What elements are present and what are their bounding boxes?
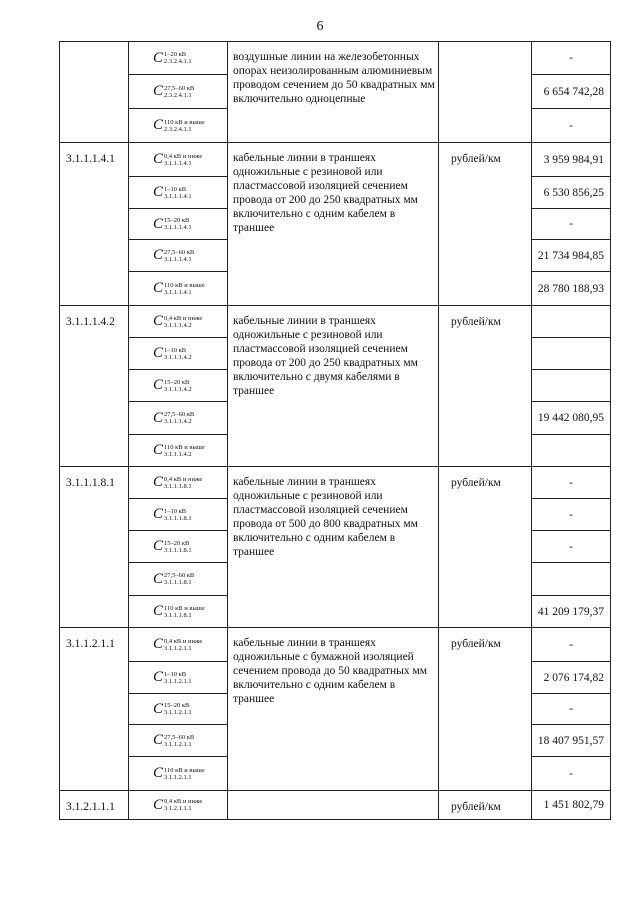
item-description: воздушные линии на железобетонных опорах неизолированным алюминиевым проводом сечением до 50 квадратных мм включительно одноцепные: [228, 42, 439, 143]
rate-symbol: [129, 42, 228, 75]
table-row: [60, 628, 611, 662]
rate-symbol-letter: C: [153, 49, 164, 66]
rate-value: -: [532, 499, 611, 531]
rate-symbol: [129, 109, 228, 143]
rate-symbol-scripts: [164, 153, 202, 167]
rate-symbol-formula: [153, 411, 194, 426]
rate-symbol-index: 3.1.1.1.8.1: [164, 611, 192, 619]
rate-symbol: [129, 272, 228, 306]
voltage-class: 27,5–60 кВ: [164, 572, 195, 579]
rate-symbol-formula: [153, 51, 192, 66]
rate-symbol-letter: C: [153, 796, 164, 813]
rate-symbol-index: 2.3.2.4.1.1: [164, 58, 192, 65]
rate-symbol-formula: [153, 281, 205, 296]
rate-symbol: [129, 370, 228, 402]
rate-symbol-formula: [153, 637, 202, 652]
rate-symbol-formula: [153, 314, 202, 329]
rate-symbol-index: 3.1.1.1.8.1: [164, 546, 192, 554]
rate-symbol-letter: C: [153, 117, 164, 133]
voltage-class: 0,4 кВ и ниже: [164, 637, 203, 645]
item-code: 3.1.1.2.1.1: [60, 628, 129, 791]
voltage-class: 110 кВ и выше: [164, 118, 205, 126]
rate-symbol-scripts: [164, 671, 192, 685]
rate-symbol-letter: C: [153, 474, 164, 490]
rate-symbol-scripts: [164, 217, 192, 231]
page-number: 6: [316, 19, 324, 34]
rate-symbol-scripts: [164, 605, 205, 619]
rate-symbol-letter: C: [153, 765, 164, 781]
rate-symbol-index: 3.1.1.2.1.1: [164, 740, 192, 748]
voltage-class: 1–10 кВ: [164, 346, 187, 354]
rate-symbol-scripts: [164, 347, 192, 361]
rate-symbol-formula: [153, 539, 192, 554]
voltage-class: 0,4 кВ и ниже: [164, 475, 203, 483]
item-description: кабельные линии в траншеях одножильные с резиновой или пластмассовой изоляцией сечением провода от 200 до 250 квадратных мм включительно с двумя кабелями в траншее: [228, 306, 439, 467]
rate-value: 28 780 188,93: [532, 272, 611, 306]
rate-symbol-letter: C: [153, 538, 164, 554]
voltage-class: 0,4 кВ и ниже: [164, 798, 203, 805]
rate-symbol-letter: C: [153, 442, 164, 458]
rate-symbol: [129, 628, 228, 662]
rate-symbol-formula: [153, 766, 205, 781]
rate-symbol-letter: C: [153, 313, 164, 329]
rate-symbol-scripts: [164, 508, 192, 522]
voltage-class: 15–20 кВ: [164, 378, 190, 386]
rate-symbol-letter: C: [153, 345, 164, 361]
rate-value: -: [532, 531, 611, 563]
rate-value: [532, 306, 611, 338]
rate-value: 1 451 802,79: [532, 791, 611, 820]
rate-symbol-formula: [153, 798, 202, 813]
rate-symbol: [129, 75, 228, 109]
rate-symbol-index: 3.1.1.1.4.2: [164, 418, 192, 425]
rate-symbol-letter: C: [153, 151, 164, 167]
rate-symbol-formula: [153, 248, 194, 263]
voltage-class: 15–20 кВ: [164, 702, 190, 709]
rate-symbol-formula: [153, 475, 202, 490]
rate-value: 2 076 174,82: [532, 662, 611, 694]
rate-symbol-index: 3.1.1.1.4.1: [164, 224, 192, 231]
rate-symbol-formula: [153, 670, 192, 685]
voltage-class: 1–10 кВ: [164, 507, 187, 515]
rate-symbol-index: 3.1.1.1.8.1: [164, 579, 192, 586]
rate-value: -: [532, 757, 611, 791]
rate-symbol-index: 3.1.1.1.4.1: [164, 159, 192, 167]
voltage-class: 15–20 кВ: [164, 539, 190, 547]
rate-symbol-scripts: [164, 315, 202, 329]
rate-symbol-letter: C: [153, 603, 164, 619]
rate-symbol-scripts: [164, 476, 202, 490]
rate-symbol: [129, 662, 228, 694]
rate-symbol-scripts: [164, 540, 192, 554]
rate-symbol: [129, 694, 228, 725]
rate-symbol-letter: C: [153, 184, 164, 200]
rate-symbol-letter: C: [153, 732, 164, 748]
rate-symbol: [129, 338, 228, 370]
voltage-class: 1–10 кВ: [164, 670, 187, 678]
rate-symbol-index: 3.1.1.1.4.2: [164, 450, 192, 458]
rate-value: 21 734 984,85: [532, 240, 611, 272]
rate-symbol-formula: [153, 152, 202, 167]
rate-symbol-formula: [153, 702, 192, 717]
rate-value: 3 959 984,91: [532, 143, 611, 177]
rate-symbol: [129, 563, 228, 596]
tariff-table-body: [60, 42, 611, 820]
rate-symbol-index: 3.1.1.1.4.1: [164, 255, 192, 263]
table-row: [60, 306, 611, 338]
voltage-class: 110 кВ и выше: [164, 443, 205, 451]
voltage-class: 1–20 кВ: [164, 51, 187, 58]
rate-symbol-index: 3.1.2.1.1.1: [164, 805, 192, 812]
rate-symbol: [129, 306, 228, 338]
rate-value: 6 654 742,28: [532, 75, 611, 109]
rate-symbol: [129, 402, 228, 435]
rate-symbol-scripts: [164, 798, 202, 812]
item-code: 3.1.1.1.4.1: [60, 143, 129, 306]
rate-symbol-formula: [153, 346, 192, 361]
rate-symbol-index: 3.1.1.1.4.1: [164, 192, 192, 200]
rate-symbol: [129, 209, 228, 240]
unit-of-measure: рублей/км: [439, 306, 532, 467]
rate-value: 19 442 080,95: [532, 402, 611, 435]
rate-symbol-letter: C: [153, 669, 164, 685]
rate-symbol: [129, 531, 228, 563]
rate-symbol-scripts: [164, 411, 194, 425]
rate-value: -: [532, 694, 611, 725]
rate-symbol-formula: [153, 733, 194, 748]
rate-symbol-letter: C: [153, 700, 164, 717]
rate-symbol: [129, 725, 228, 757]
voltage-class: 0,4 кВ и ниже: [164, 152, 203, 160]
table-row: [60, 467, 611, 499]
unit-of-measure: [439, 42, 532, 143]
rate-symbol-letter: C: [153, 570, 164, 587]
rate-symbol-letter: C: [153, 83, 164, 99]
voltage-class: 27,5–60 кВ: [164, 84, 195, 92]
rate-symbol-formula: [153, 507, 192, 522]
item-description: [228, 791, 439, 820]
rate-value: [532, 370, 611, 402]
rate-value: [532, 435, 611, 467]
rate-value: 18 407 951,57: [532, 725, 611, 757]
rate-symbol-index: 3.1.1.2.1.1: [164, 709, 192, 716]
rate-symbol: [129, 435, 228, 467]
rate-symbol: [129, 757, 228, 791]
rate-symbol: [129, 596, 228, 628]
rate-symbol: [129, 177, 228, 209]
rate-symbol: [129, 143, 228, 177]
voltage-class: 1–10 кВ: [164, 185, 187, 193]
item-description: кабельные линии в траншеях одножильные с резиновой или пластмассовой изоляцией сечением провода от 500 до 800 квадратных мм включительно с одним кабелем в траншее: [228, 467, 439, 628]
rate-symbol-scripts: [164, 702, 192, 716]
rate-symbol-scripts: [164, 51, 192, 65]
item-description: кабельные линии в траншеях одножильные с резиновой или пластмассовой изоляцией сечением провода от 200 до 250 квадратных мм включительно с одним кабелем в траншее: [228, 143, 439, 306]
rate-symbol-scripts: [164, 186, 192, 200]
rate-symbol-index: 3.1.1.2.1.1: [164, 677, 192, 685]
item-code: 3.1.2.1.1.1: [60, 791, 129, 820]
voltage-class: 27,5–60 кВ: [164, 733, 195, 741]
rate-symbol-formula: [153, 84, 194, 99]
rate-symbol-scripts: [164, 379, 192, 393]
voltage-class: 110 кВ и выше: [164, 604, 205, 612]
unit-of-measure: рублей/км: [439, 467, 532, 628]
tariff-table: [59, 41, 611, 820]
rate-value: -: [532, 467, 611, 499]
voltage-class: 27,5–60 кВ: [164, 248, 195, 256]
rate-value: -: [532, 209, 611, 240]
rate-symbol-formula: [153, 378, 192, 393]
item-description: кабельные линии в траншеях одножильные с бумажной изоляцией сечением провода до 50 квадратных мм включительно с одним кабелем в траншее: [228, 628, 439, 791]
rate-symbol-index: 3.1.1.1.8.1: [164, 514, 192, 522]
rate-symbol-index: 3.1.1.1.8.1: [164, 482, 192, 490]
item-code: 3.1.1.1.8.1: [60, 467, 129, 628]
rate-symbol-scripts: [164, 572, 194, 586]
rate-symbol: [129, 467, 228, 499]
rate-symbol-index: 3.1.1.1.4.2: [164, 321, 192, 329]
rate-value: -: [532, 628, 611, 662]
rate-symbol: [129, 791, 228, 820]
rate-symbol-letter: C: [153, 280, 164, 296]
rate-symbol: [129, 499, 228, 531]
voltage-class: 110 кВ и выше: [164, 766, 205, 774]
rate-value: [532, 563, 611, 596]
rate-value: [532, 338, 611, 370]
rate-symbol: [129, 240, 228, 272]
rate-symbol-formula: [153, 572, 194, 587]
rate-symbol-formula: [153, 118, 205, 133]
rate-symbol-formula: [153, 217, 192, 232]
rate-symbol-index: 3.1.1.2.1.1: [164, 773, 192, 781]
rate-symbol-index: 3.1.1.1.4.1: [164, 288, 192, 296]
rate-symbol-scripts: [164, 734, 194, 748]
rate-symbol-formula: [153, 604, 205, 619]
rate-symbol-letter: C: [153, 636, 164, 652]
rate-symbol-letter: C: [153, 506, 164, 522]
voltage-class: 27,5–60 кВ: [164, 411, 195, 418]
item-code: [60, 42, 129, 143]
rate-symbol-letter: C: [153, 377, 164, 393]
voltage-class: 15–20 кВ: [164, 217, 190, 224]
rate-symbol-letter: C: [153, 247, 164, 263]
rate-symbol-scripts: [164, 282, 205, 296]
rate-symbol-index: 2.3.2.4.1.1: [164, 125, 192, 133]
table-row: [60, 42, 611, 75]
rate-symbol-scripts: [164, 638, 202, 652]
rate-symbol-index: 3.1.1.1.4.2: [164, 385, 192, 393]
unit-of-measure: рублей/км: [439, 628, 532, 791]
rate-symbol-scripts: [164, 119, 205, 133]
rate-value: 41 209 179,37: [532, 596, 611, 628]
table-row: [60, 143, 611, 177]
unit-of-measure: рублей/км: [439, 791, 532, 820]
rate-symbol-scripts: [164, 85, 194, 99]
rate-value: -: [532, 109, 611, 143]
rate-value: -: [532, 42, 611, 75]
rate-symbol-scripts: [164, 767, 205, 781]
rate-symbol-index: 2.3.2.4.1.1: [164, 91, 192, 99]
table-row: [60, 791, 611, 820]
rate-symbol-index: 3.1.1.1.4.2: [164, 353, 192, 361]
item-code: 3.1.1.1.4.2: [60, 306, 129, 467]
rate-value: 6 530 856,25: [532, 177, 611, 209]
voltage-class: 0,4 кВ и ниже: [164, 314, 203, 322]
rate-symbol-scripts: [164, 249, 194, 263]
rate-symbol-formula: [153, 185, 192, 200]
rate-symbol-letter: C: [153, 409, 164, 426]
rate-symbol-scripts: [164, 444, 205, 458]
rate-symbol-letter: C: [153, 215, 164, 232]
rate-symbol-formula: [153, 443, 205, 458]
voltage-class: 110 кВ и выше: [164, 281, 205, 289]
rate-symbol-index: 3.1.1.2.1.1: [164, 644, 192, 652]
unit-of-measure: рублей/км: [439, 143, 532, 306]
